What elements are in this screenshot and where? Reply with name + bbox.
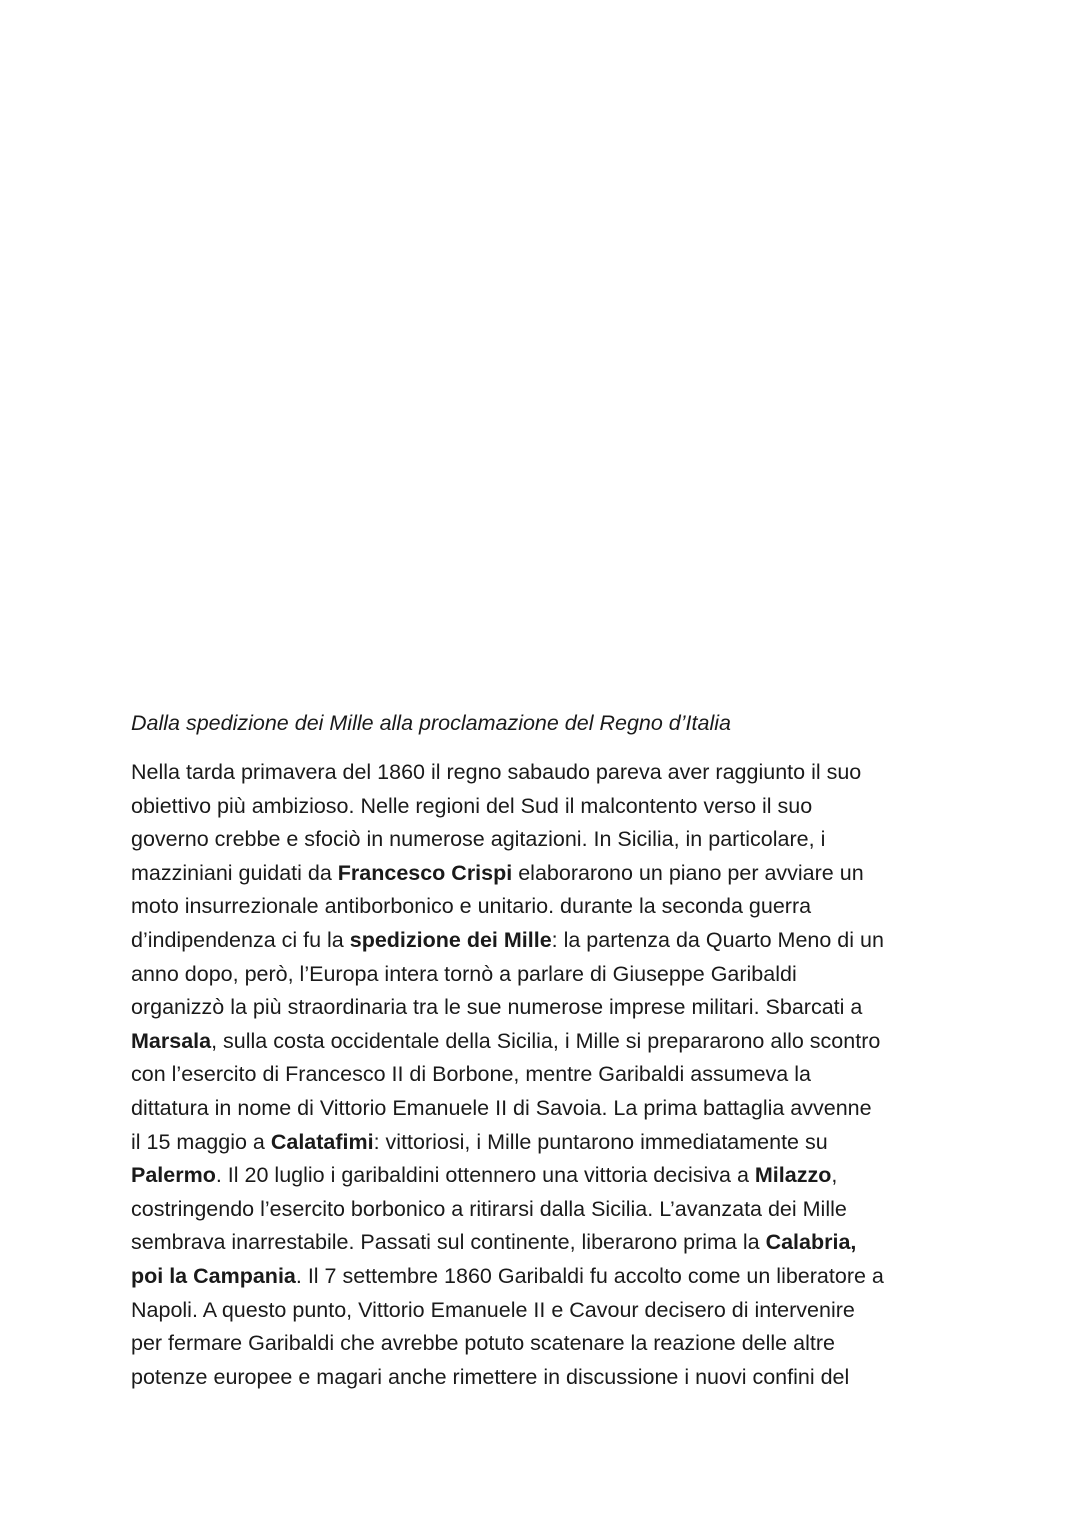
text-line bbox=[131, 823, 961, 857]
text-segment: Napoli. A questo punto, Vittorio Emanuele II e Cavour decisero di intervenire bbox=[131, 1297, 855, 1322]
document-content bbox=[131, 707, 961, 1394]
text-segment: mazziniani guidati da bbox=[131, 860, 338, 885]
bold-text: spedizione dei Mille bbox=[349, 927, 552, 952]
text-line bbox=[131, 1025, 961, 1059]
text-line bbox=[131, 924, 961, 958]
bold-text: poi la Campania bbox=[131, 1263, 296, 1288]
text-segment: sembrava inarrestabile. Passati sul continente, liberarono prima la bbox=[131, 1230, 766, 1255]
text-segment: per fermare Garibaldi che avrebbe potuto scatenare la reazione delle altre bbox=[131, 1331, 835, 1356]
text-segment: moto insurrezionale antiborbonico e unitario. durante la seconda guerra bbox=[131, 894, 812, 919]
bold-text: Palermo bbox=[131, 1163, 216, 1188]
text-segment: obiettivo più ambizioso. Nelle regioni del Sud il malcontento verso il suo bbox=[131, 793, 813, 818]
text-line bbox=[131, 991, 961, 1025]
text-segment: potenze europee e magari anche rimettere in discussione i nuovi confini del bbox=[131, 1364, 850, 1389]
text-segment: governo crebbe e sfociò in numerose agitazioni. In Sicilia, in particolare, i bbox=[131, 827, 826, 852]
text-segment: il 15 maggio a bbox=[131, 1129, 271, 1154]
text-line bbox=[131, 1226, 961, 1260]
text-line bbox=[131, 1159, 961, 1193]
bold-text: Francesco Crispi bbox=[337, 860, 513, 885]
bold-text: Calatafimi bbox=[270, 1129, 374, 1154]
bold-text: Marsala bbox=[131, 1028, 212, 1053]
text-line bbox=[131, 1361, 961, 1395]
text-segment: organizzò la più straordinaria tra le sue numerose imprese militari. Sbarcati a bbox=[131, 995, 863, 1020]
text-segment: , bbox=[831, 1163, 838, 1188]
text-line bbox=[131, 890, 961, 924]
text-line bbox=[131, 1193, 961, 1227]
text-segment: costringendo l’esercito borbonico a ritirarsi dalla Sicilia. L’avanzata dei Mille bbox=[131, 1196, 847, 1221]
text-segment: anno dopo, però, l’Europa intera tornò a parlare di Giuseppe Garibaldi bbox=[131, 961, 797, 986]
bold-text: Milazzo bbox=[754, 1163, 832, 1188]
document-paragraph bbox=[131, 756, 961, 1394]
text-segment: . Il 20 luglio i garibaldini ottennero una vittoria decisiva a bbox=[215, 1163, 755, 1188]
text-segment: : la partenza da Quarto Meno di un bbox=[551, 927, 884, 952]
bold-text: Calabria, bbox=[765, 1230, 857, 1255]
text-segment: con l’esercito di Francesco II di Borbone, mentre Garibaldi assumeva la bbox=[131, 1062, 811, 1087]
text-segment: dittatura in nome di Vittorio Emanuele II di Savoia. La prima battaglia avvenne bbox=[131, 1095, 872, 1120]
text-line bbox=[131, 1260, 961, 1294]
text-segment: , sulla costa occidentale della Sicilia, i Mille si prepararono allo scontro bbox=[211, 1028, 881, 1053]
text-line bbox=[131, 857, 961, 891]
text-segment: : vittoriosi, i Mille puntarono immediatamente su bbox=[373, 1129, 828, 1154]
text-line bbox=[131, 1126, 961, 1160]
document-title: Dalla spedizione dei Mille alla proclamazione del Regno d’Italia bbox=[131, 711, 731, 735]
text-line bbox=[131, 1294, 961, 1328]
text-line bbox=[131, 756, 961, 790]
text-line bbox=[131, 790, 961, 824]
text-segment: Nella tarda primavera del 1860 il regno sabaudo pareva aver raggiunto il suo bbox=[131, 760, 862, 784]
text-line bbox=[131, 1092, 961, 1126]
text-line bbox=[131, 1058, 961, 1092]
text-segment: elaborarono un piano per avviare un bbox=[512, 860, 864, 885]
text-segment: d’indipendenza ci fu la bbox=[131, 927, 350, 952]
text-segment: . Il 7 settembre 1860 Garibaldi fu accolto come un liberatore a bbox=[295, 1263, 884, 1288]
text-line bbox=[131, 1327, 961, 1361]
text-line bbox=[131, 958, 961, 992]
